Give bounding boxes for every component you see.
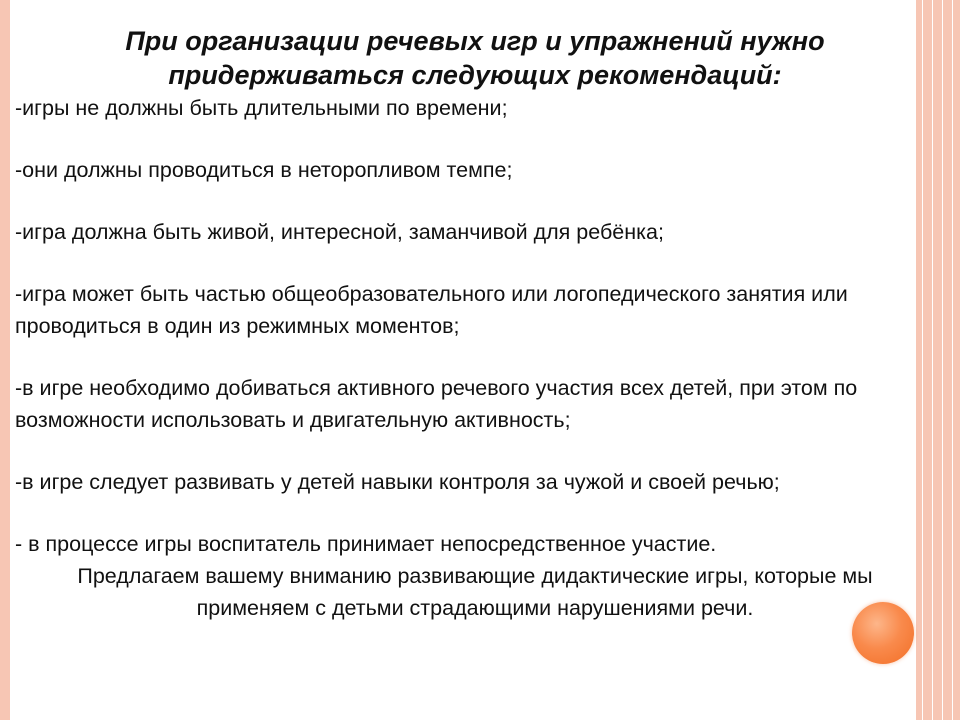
list-item: -они должны проводиться в неторопливом темпе; [15,158,513,182]
left-frame-border [0,0,10,720]
list-item: -в игре необходимо добиваться активного речевого участия всех детей, при этом по возможности использовать и двигательную активность; [15,376,858,432]
list-item: -игра может быть частью общеобразовательного или логопедического занятия или проводиться в один из режимных моментов; [15,282,848,338]
list-item: - в процессе игры воспитатель принимает непосредственное участие. [15,532,717,556]
slide-title: При организации речевых игр и упражнений нужно придерживаться следующих рекомендаций: [125,26,825,90]
frame-stripe [942,0,943,720]
right-frame-border [916,0,960,720]
list-item: -игра должна быть живой, интересной, заманчивой для ребёнка; [15,220,664,244]
slide-content [15,24,915,624]
frame-stripe [932,0,933,720]
list-item: -игры не должны быть длительными по времени; [15,96,508,120]
list-item: -в игре следует развивать у детей навыки контроля за чужой и своей речью; [15,470,780,494]
frame-stripe [922,0,923,720]
frame-stripe [952,0,953,720]
decorative-circle-icon [852,602,914,664]
closing-text: Предлагаем вашему вниманию развивающие дидактические игры, которые мы применяем с детьми страдающими нарушениями речи. [77,564,873,620]
